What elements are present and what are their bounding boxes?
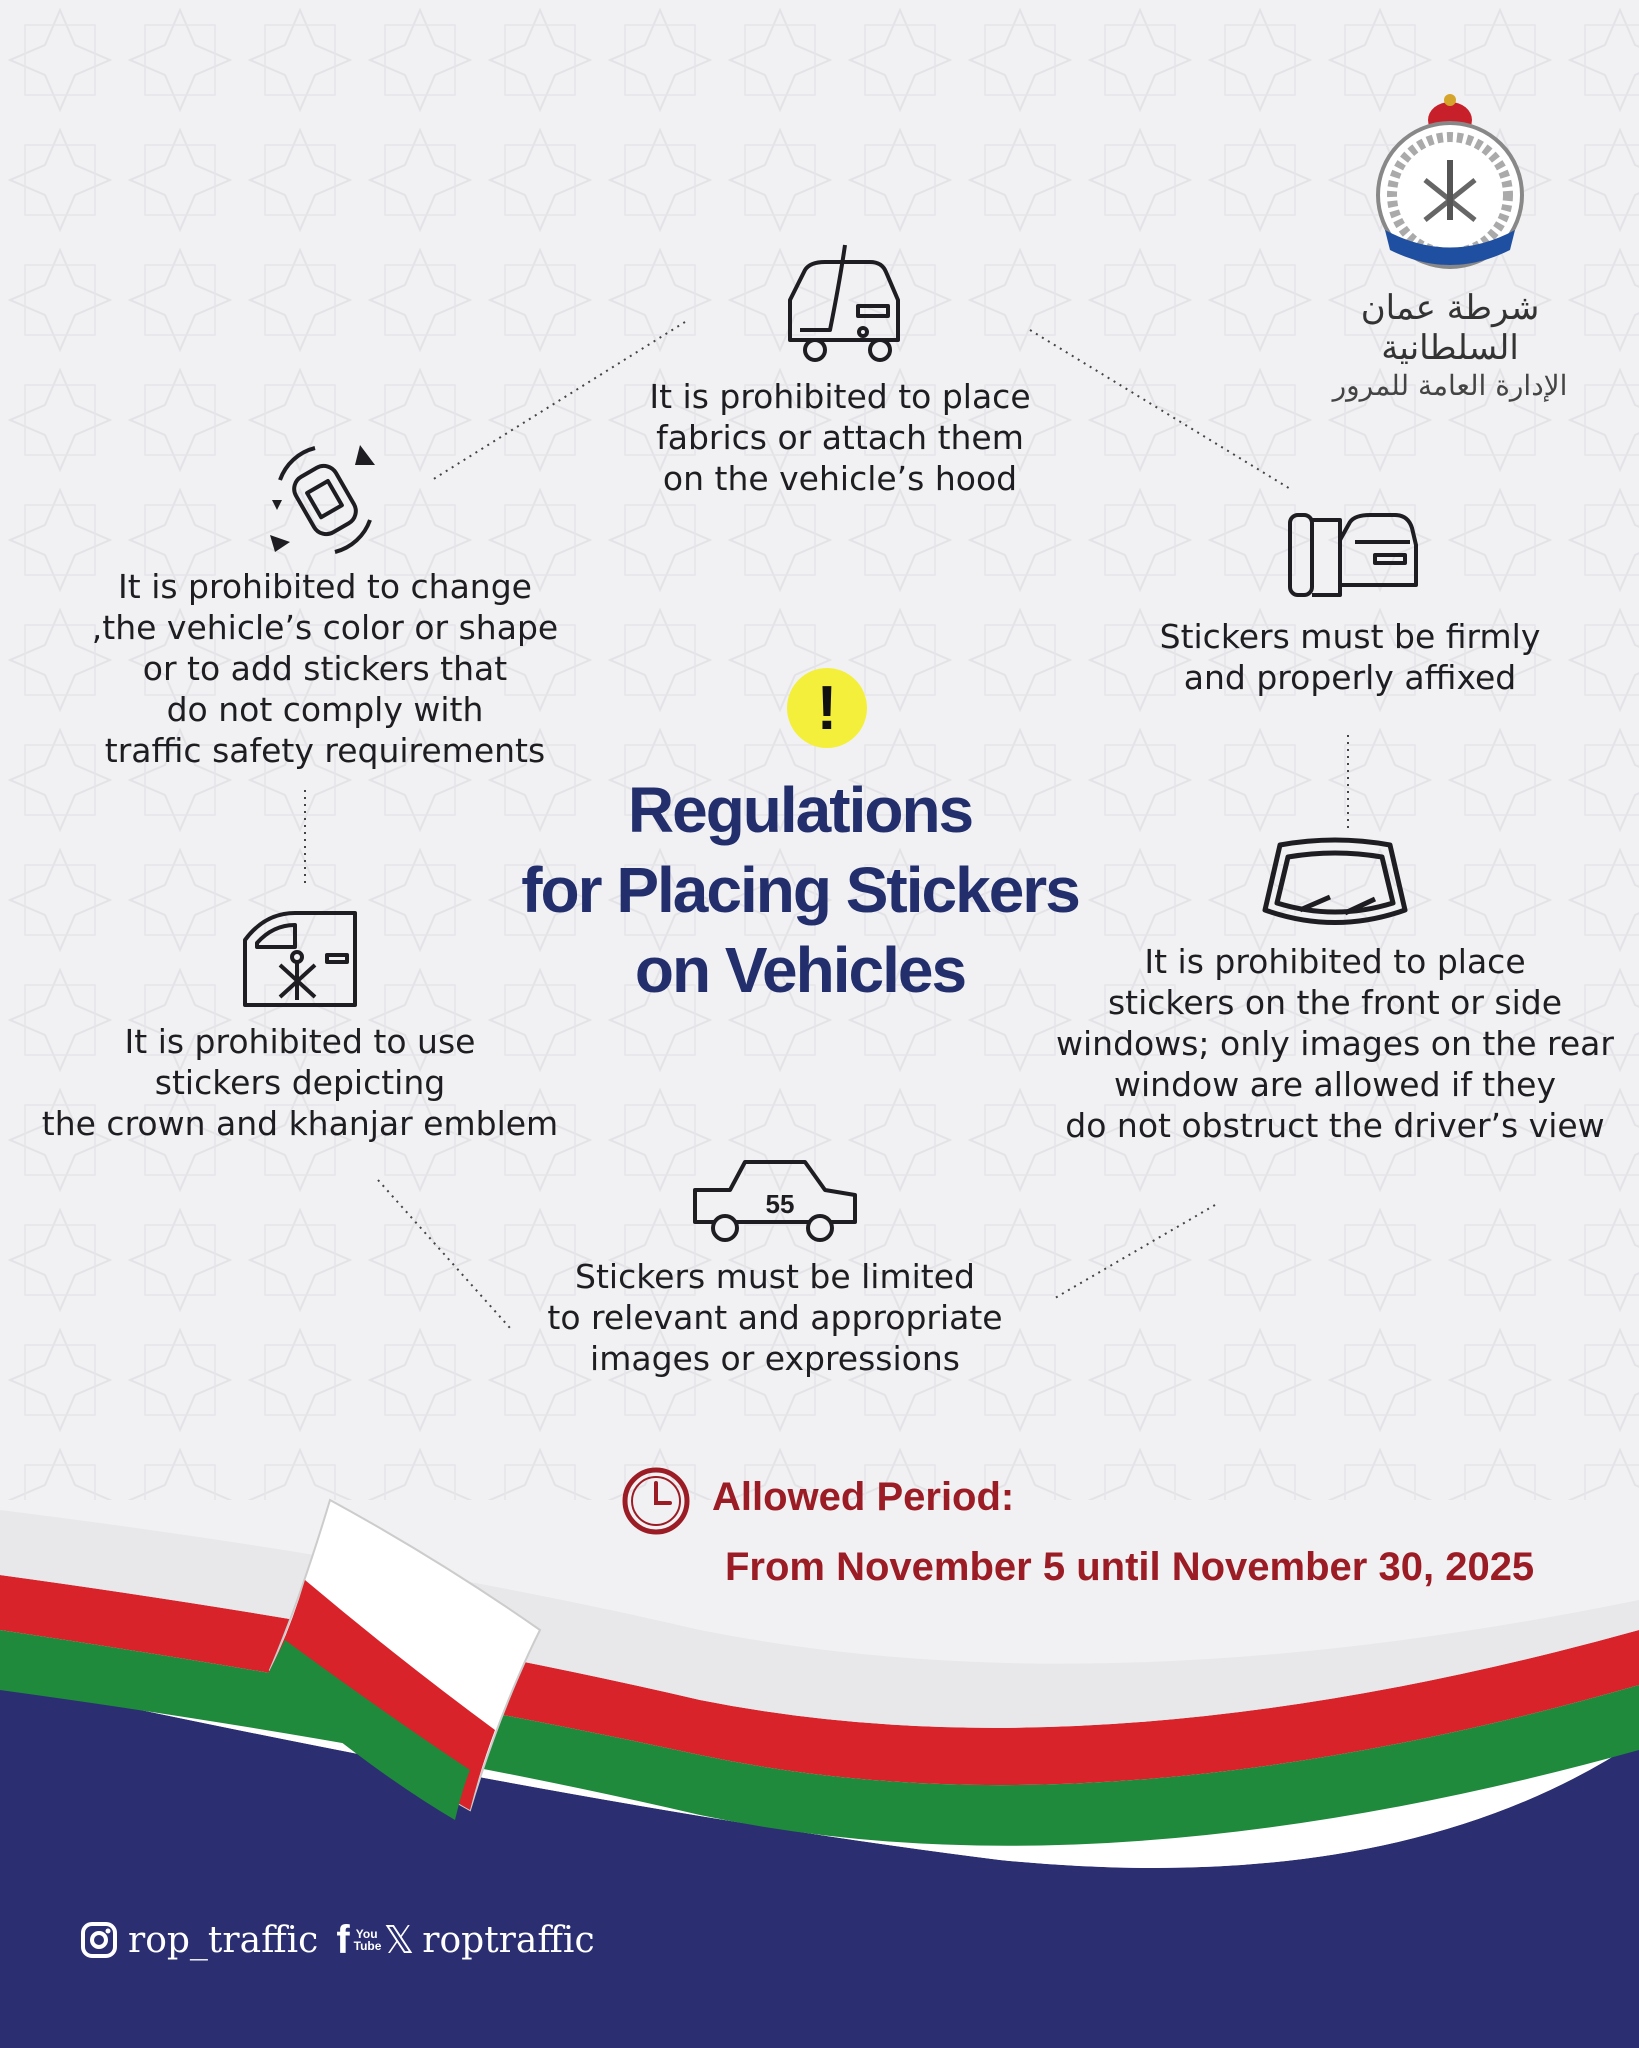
- rop-logo: [1300, 90, 1600, 404]
- item-limited: [520, 1150, 1030, 1379]
- clock-icon: [620, 1465, 692, 1537]
- youtube-icon[interactable]: You Tube: [353, 1927, 382, 1953]
- windshield-icon: [1260, 835, 1410, 935]
- warning-badge: [787, 668, 867, 748]
- instagram-icon[interactable]: [80, 1921, 118, 1959]
- item-firm-text: Stickers must be firmly and properly affixed: [1159, 617, 1541, 697]
- period-label: Allowed Period:: [712, 1475, 1015, 1519]
- item-emblem-text: It is prohibited to use stickers depicting the crown and khanjar emblem: [41, 1022, 559, 1143]
- item-limited-text: Stickers must be limited to relevant and appropriate images or expressions: [547, 1257, 1003, 1378]
- car-wrap-roll-icon: [1280, 500, 1420, 610]
- item-hood-text: It is prohibited to place fabrics or attach them on the vehicle’s hood: [649, 377, 1031, 498]
- car-hood-fabric-icon: [770, 240, 910, 370]
- item-hood: [580, 240, 1100, 499]
- item-color-text: It is prohibited to change ,the vehicle’s color or shape or to add stickers that do not comply with traffic safety requirements: [91, 567, 559, 770]
- logo-org-arabic: شرطة عمان السلطانية: [1360, 288, 1540, 368]
- page-title: [470, 770, 1130, 1010]
- x-icon[interactable]: 𝕏: [383, 1918, 415, 1962]
- item-firm: [1100, 500, 1600, 698]
- instagram-handle[interactable]: rop_traffic: [128, 1919, 319, 1961]
- exclamation-icon: !: [816, 673, 838, 743]
- period-range: From November 5 until November 30, 2025: [725, 1545, 1535, 1589]
- other-handle[interactable]: roptraffic: [422, 1919, 595, 1961]
- rop-emblem-icon: [1365, 90, 1535, 280]
- car-door-emblem-icon: [235, 905, 365, 1015]
- car-sticker-icon: [690, 1150, 860, 1250]
- connector-emblem-limited: [378, 1180, 510, 1328]
- item-window-text: It is prohibited to place stickers on the front or side windows; only images on the rear window are allowed if they do not obstruct the driver’s view: [1056, 942, 1614, 1145]
- title-line-1: Regulations: [627, 774, 973, 846]
- item-color: [90, 440, 560, 771]
- social-footer: [80, 1915, 595, 1965]
- title-line-2: for Placing Stickers: [521, 854, 1079, 926]
- title-line-3: on Vehicles: [634, 934, 966, 1006]
- facebook-icon[interactable]: f: [336, 1917, 350, 1962]
- car-color-change-icon: [260, 440, 390, 560]
- logo-dept-arabic: الإدارة العامة للمرور: [1332, 369, 1568, 402]
- connector-window-limited: [1055, 1205, 1215, 1298]
- sticker-number: 55: [765, 1189, 795, 1219]
